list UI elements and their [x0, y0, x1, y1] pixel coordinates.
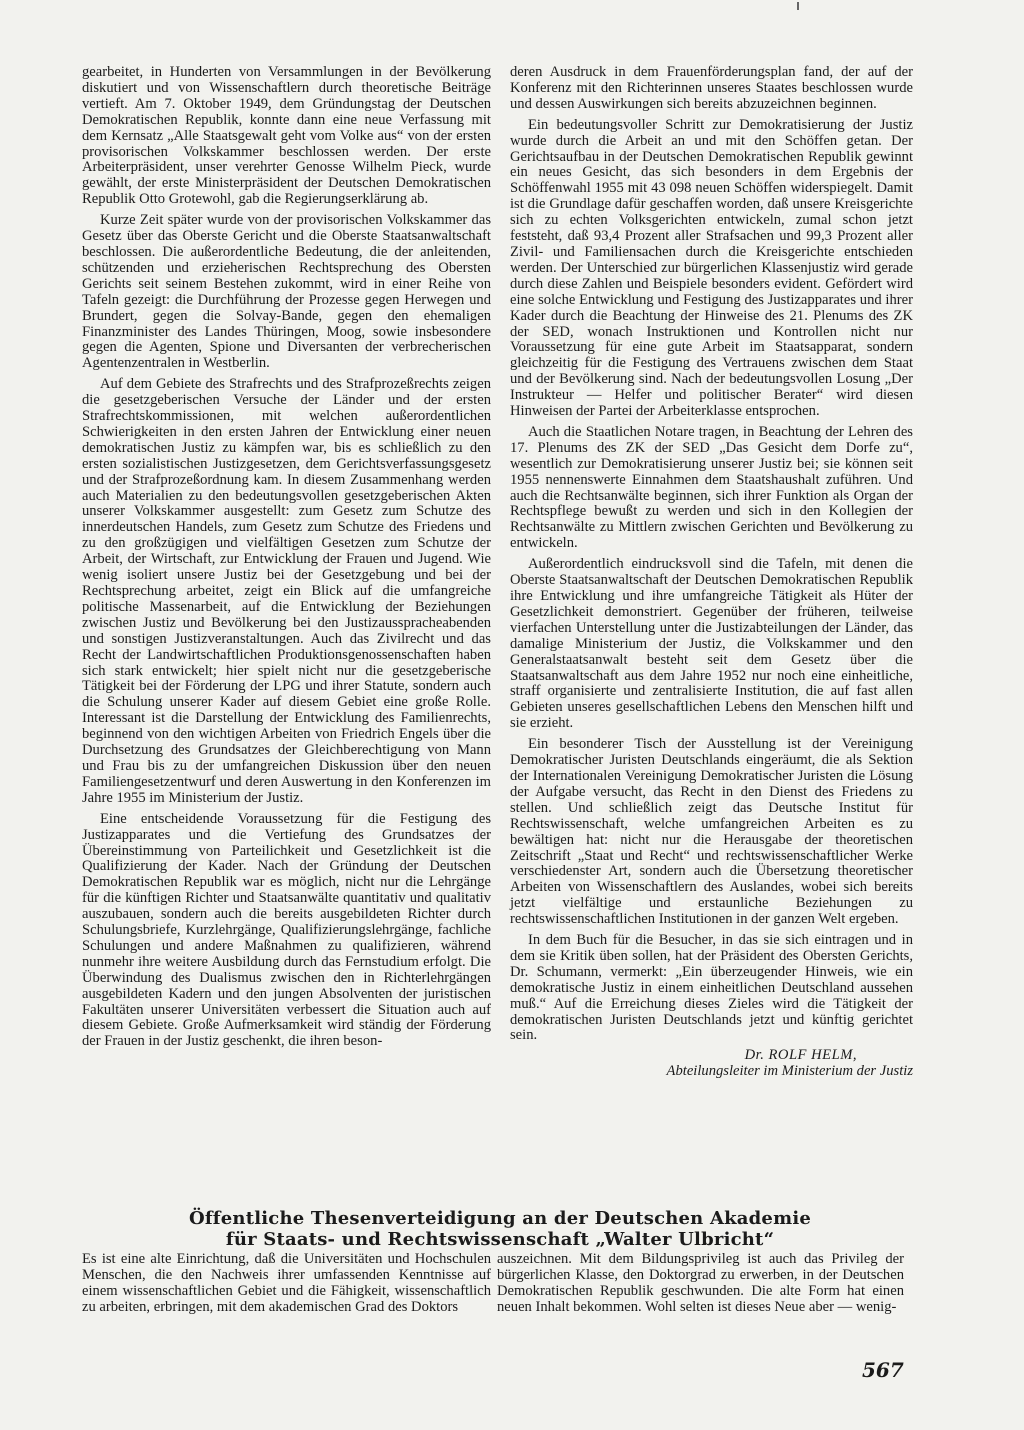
print-speck — [797, 2, 799, 10]
paragraph: Es ist eine alte Einrichtung, daß die Universitäten und Hochschulen Menschen, die den Nachweis ihrer umfassenden Kenntnisse auf einem wissenschaftlichen Gebiet und die Fähigkeit, wissenschaftlich zu arbeiten, erbringen, mit dem akademischen Grad des Doktors — [82, 1251, 491, 1315]
paragraph: In dem Buch für die Besucher, in das sie sich eintragen und in dem sie Kritik üben sollen, hat der Präsident des Obersten Gerichts, Dr. Schumann, vermerkt: „Ein überzeugender Hinweis, wie ein demokratische Justiz in einem einheitlichen Deutschland aussehen muß.“ Auf die Erreichung dieses Zieles wird die Tätigkeit der demokratischen Juristen Deutschlands jetzt und künftig gerichtet sein. — [510, 932, 913, 1044]
paragraph: Auf dem Gebiete des Strafrechts und des Strafprozeßrechts zeigen die gesetzgeberischen Versuche der Länder und der ersten Strafrechtskommissionen, mit welchen außerordentlichen Schwierigkeiten in den ersten Jahren der Entwicklung einer neuen demokratischen Justiz zu kämpfen war, bis es schließlich zu den ersten sozialistischen Justizgesetzen, dem Gerichtsverfassungsgesetz und der Strafprozeßordnung kam. In diesem Zusammenhang werden auch Materialien zu den bedeutungsvollen gesetzgeberischen Akten unserer Volkskammer ausgestellt: zum Gesetz zum Schutze des innerdeutschen Handels, zum Gesetz zum Schutze des Friedens und zu den großzügigen und vielfältigen Gesetzen zum Schutze der Arbeit, der Wirtschaft, zur Entwicklung der Frauen und Jugend. Wie wenig isoliert unsere Justiz bei der Gesetzgebung und bei der Rechtsprechung arbeitet, zeigt ein Blick auf die umfangreiche politische Massenarbeit, auf die Entwicklung der Beziehungen zwischen Justiz und Bevölkerung bei den Justizaussprachеabenden und sonstigen Justizveranstaltungen. Auch das Zivilrecht und das Recht der Landwirtschaftlichen Produktionsgenossenschaften haben sich stark entwickelt; hier spielt nicht nur die gesetzgeberische Tätigkeit bei der Förderung der LPG und ihrer Statute, sondern auch die Schulung unserer Kader auf diesem Gebiet eine große Rolle. Interessant ist die Darstellung der Entwicklung des Familienrechts, beginnend von den wichtigen Arbeiten von Friedrich Engels über die Durchsetzung des Grundsatzes der Gleichberechtigung von Mann und Frau bis zu der umfangreichen Diskussion über den neuen Familiengesetzentwurf und deren Auswertung in den Konferenzen im Jahre 1955 im Ministerium der Justiz. — [82, 376, 491, 806]
paragraph: gearbeitet, in Hunderten von Versammlungen in der Bevölkerung diskutiert und von Wissenschaftlern durch theoretische Beiträge vertieft. Am 7. Oktober 1949, dem Gründungstag der Deutschen Demokratischen Republik, konnte dann eine neue Verfassung mit dem Kernsatz „Alle Staatsgewalt geht vom Volke aus“ von der ersten provisorischen Volkskammer beschlossen werden. Der erste Arbeiterpräsident, unser verehrter Genosse Wilhelm Pieck, wurde gewählt, der erste Ministerpräsident der Deutschen Demokratischen Republik Otto Grotewohl, gab die Regierungserklärung ab. — [82, 64, 491, 208]
paragraph: Eine entscheidende Voraussetzung für die Festigung des Justizapparates und die Vertiefung des Grundsatzes der Übereinstimmung von Parteilichkeit und Gesetzlichkeit ist die Qualifizierung der Kader. Nach der Gründung der Deutschen Demokratischen Republik war es möglich, nicht nur die Lehrgänge für die künftigen Richter und Staatsanwälte quantitativ und qualitativ auszubauen, sondern auch die bereits ausgebildeten Richter durch Schulungsbriefe, Kurzlehrgänge, Qualifizierungslehrgänge, fachliche Schulungen und andere Maßnahmen zu qualifizieren, während nunmehr ihre weitere Ausbildung durch das Fernstudium erfolgt. Die Überwindung des Dualismus zwischen den in Richterlehrgängen ausgebildeten Kadern und den jungen Absolventen der juristischen Fakultäten unserer Universitäten verbessert die Situation auch auf diesem Gebiete. Große Aufmerksamkeit wird ständig der Förderung der Frauen in der Justiz geschenkt, die ihren beson- — [82, 810, 491, 1050]
right-text-column — [510, 65, 913, 1080]
article-heading-line: Öffentliche Thesenverteidigung an der Deutschen Akademie — [188, 1208, 812, 1229]
article-heading-line: für Staats- und Rechtswissenschaft „Walter Ulbricht“ — [225, 1229, 775, 1250]
paragraph: auszeichnen. Mit dem Bildungsprivileg ist auch das Privileg der bürgerlichen Klasse, den Doktorgrad zu erwerben, in der Deutschen Demokratischen Republik geschwunden. Die alte Form hat einen neuen Inhalt bekommen. Wohl selten ist dieses Neue aber — wenig- — [497, 1251, 904, 1315]
author-name: Dr. ROLF HELM, — [744, 1047, 857, 1064]
paragraph: Ein bedeutungsvoller Schritt zur Demokratisierung der Justiz wurde durch die Arbeit an und mit den Schöffen getan. Der Gerichtsaufbau in der Deutschen Demokratischen Republik gewinnt ein neues Gesicht, das sich besonders in dem Ergebnis der Schöffenwahl 1955 mit 43 098 neuen Schöffen widerspiegelt. Damit ist die Grundlage dafür geschaffen worden, daß unsere Kreisgerichte sich zu echten Volksgerichten entwickeln, zumal schon jetzt feststeht, daß 93,4 Prozent aller Strafsachen und 99,3 Prozent aller Zivil- und Familiensachen durch die Kreisgerichte entschieden werden. Der Unterschied zur bürgerlichen Klassenjustiz wird gerade durch diese Zahlen und Beispiele besonders evident. Gefördert wird eine solche Entwicklung und Festigung des Justizapparates und ihrer Kader durch die Beachtung der Hinweise des 21. Plenums des ZK der SED, wonach Instruktionen und Kontrollen nicht nur Voraussetzung für eine gute Arbeit im Staatsapparat, sondern gleichzeitig für die Festigung des Vertrauens zwischen dem Staat und der Bevölkerung sind. Nach der bedeutungsvollen Losung „Der Instrukteur — Helfer und politischer Berater“ wird diesen Hinweisen der Partei der Arbeiterklasse entsprochen. — [510, 116, 913, 420]
paragraph: Auch die Staatlichen Notare tragen, in Beachtung der Lehren des 17. Plenums des ZK der SED „Das Gesicht dem Dorfe zu“, wesentlich zur Demokratisierung unserer Justiz bei; sie können seit 1955 nennenswerte Einnahmen dem Staatshaushalt zuführen. Und auch die Rechtsanwälte beginnen, sich ihrer Funktion als Organ der Rechtspflege bewußt zu werden und sich in den Kollegien der Rechtsanwälte zu Mittlern zwischen Gerichten und Bevölkerung zu entwickeln. — [510, 423, 913, 552]
paragraph: Kurze Zeit später wurde von der provisorischen Volkskammer das Gesetz über das Oberste Gericht und die Oberste Staatsanwaltschaft beschlossen. Die außerordentliche Bedeutung, die der anleitenden, schützenden und erzieherischen Rechtsprechung des Obersten Gerichts seit seinem Bestehen zukommt, wird in einer Reihe von Tafeln gezeigt: die Durchführung der Prozesse gegen Herwegen und Brundert, gegen die Solvay-Bande, gegen den ehemaligen Finanzminister des Landes Thüringen, Moog, sowie insbesondere gegen die Agenten, Spione und Diversanten der verbrecherischen Agentenzentralen in Westberlin. — [82, 212, 491, 372]
author-signature — [510, 1048, 913, 1080]
article-left-column — [82, 1252, 491, 1316]
paragraph: deren Ausdruck in dem Frauenförderungsplan fand, der auf der Konferenz mit den Richterinnen unseres Staates beschlossen wurde und dessen Auswirkungen sich bereits abzuzeichnen beginnen. — [510, 64, 913, 112]
page-number: 567 — [862, 1358, 904, 1382]
paragraph: Ein besonderer Tisch der Ausstellung ist der Vereinigung Demokratischer Juristen Deutschlands eingeräumt, die als Sektion der Internationalen Vereinigung Demokratischer Juristen die Lösung der Aufgabe versucht, das Recht in den Dienst des Friedens zu stellen. Und schließlich zeigt das Deutsche Institut für Rechtswissenschaft, welche umfangreichen Arbeiten es zu bewältigen hat: nicht nur die Herausgabe der theoretischen Zeitschrift „Staat und Recht“ und rechtswissenschaftlicher Werke verschiedenster Art, sondern auch die Übersetzung theoretischer Arbeiten von Wissenschaftlern des Auslandes, wobei sich bereits jetzt vielfältige und erstaunliche Beziehungen zu rechtswissenschaftlichen Institutionen in der ganzen Welt ergeben. — [510, 736, 913, 928]
paragraph: Außerordentlich eindrucksvoll sind die Tafeln, mit denen die Oberste Staatsanwaltschaft der Deutschen Demokratischen Republik ihre Entwicklung und ihre umfangreiche Tätigkeit als Hüter der Gesetzlichkeit demonstriert. Gegenüber der früheren, teilweise vierfachen Unterstellung unter die Justizabteilungen der Länder, das damalige Ministerium der Justiz, die Volkskammer und den Generalstaatsanwalt besteht seit dem Gesetz über die Staatsanwaltschaft aus dem Jahre 1952 nur noch eine einheitliche, straff organisierte und zentralisierte Institution, die auf fast allen Gebieten unseres gesellschaftlichen Lebens den Menschen hilft und sie erzieht. — [510, 556, 913, 732]
left-text-column — [82, 65, 491, 1050]
article-heading — [150, 1208, 850, 1250]
article-right-column — [497, 1252, 904, 1316]
author-role: Abteilungsleiter im Ministerium der Justiz — [666, 1063, 913, 1080]
